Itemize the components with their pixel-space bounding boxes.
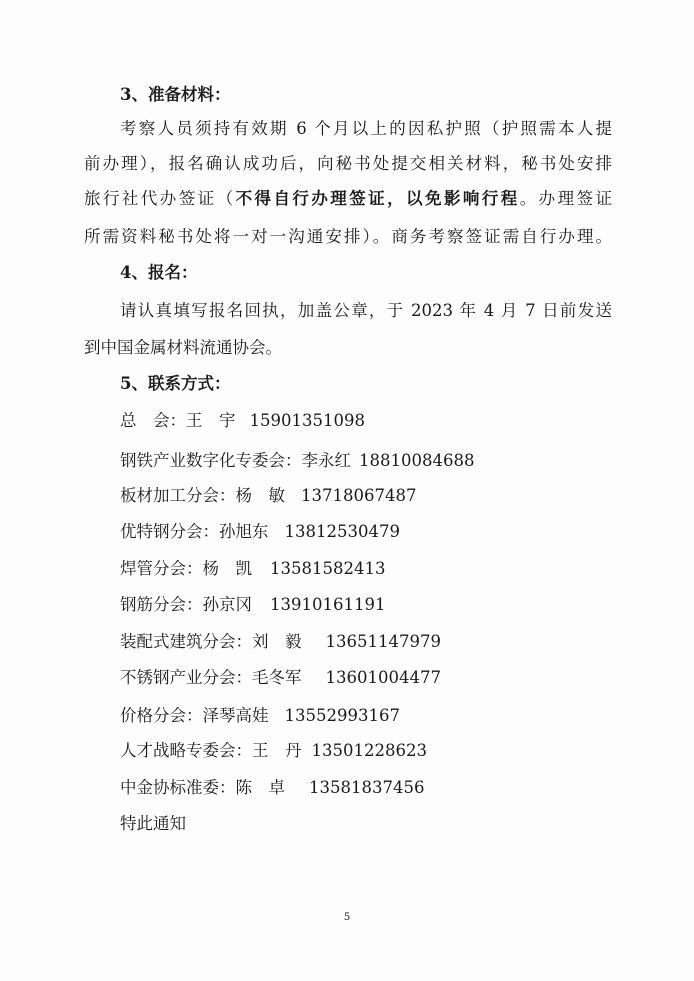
materials-line-3-suffix: 。办理签证 (519, 189, 613, 208)
materials-line-4: 所需资料秘书处将一对一沟通安排）。商务考察签证需自行办理。 (84, 227, 612, 246)
section-heading-contacts: 5、联系方式： (120, 374, 231, 393)
materials-warning-bold: 不得自行办理签证，以免影响行程 (235, 189, 520, 208)
materials-line-2: 前办理），报名确认成功后，向秘书处提交相关材料，秘书处安排 (84, 154, 612, 173)
contact-row (120, 631, 441, 653)
contact-row (120, 410, 365, 432)
contact-org: 不锈钢产业分会： (120, 668, 252, 687)
contact-name: 陈 卓 (235, 778, 285, 797)
materials-line-3-prefix: 旅行社代办签证（ (84, 189, 236, 208)
contact-row (120, 485, 416, 507)
contact-name: 杨 敏 (235, 486, 285, 505)
materials-line-1: 考察人员须持有效期 6 个月以上的因私护照（护照需本人提 (120, 119, 612, 138)
registration-line-1: 请认真填写报名回执，加盖公章，于 2023 年 4 月 7 日前发送 (120, 301, 612, 320)
contact-phone: 13581582413 (270, 559, 386, 578)
contact-phone: 18810084688 (359, 451, 475, 470)
contact-name: 李永红 (301, 451, 351, 470)
contact-phone: 15901351098 (249, 411, 365, 430)
contact-org: 价格分会： (120, 706, 203, 725)
contact-org: 人才战略专委会： (120, 741, 252, 760)
closing-remark: 特此通知 (120, 814, 186, 833)
section-heading-materials: 3、准备材料： (120, 85, 231, 104)
contact-org: 总 会： (120, 411, 186, 430)
contact-org: 钢筋分会： (120, 595, 203, 614)
contact-name: 杨 凯 (202, 559, 252, 578)
contact-org: 焊管分会： (120, 559, 203, 578)
contact-org: 钢铁产业数字化专委会： (120, 451, 302, 470)
contact-org: 优特钢分会： (120, 522, 219, 541)
contact-row (120, 740, 427, 762)
contact-phone: 13910161191 (270, 595, 386, 614)
contact-phone: 13501228623 (311, 741, 427, 760)
contact-row (120, 667, 441, 689)
contact-phone: 13718067487 (301, 486, 417, 505)
contact-org: 装配式建筑分会： (120, 632, 252, 651)
page-number: 5 (343, 912, 351, 923)
section-heading-registration: 4、报名： (120, 263, 198, 282)
contact-row (120, 777, 424, 799)
contact-row (120, 521, 400, 543)
contact-phone: 13812530479 (284, 522, 400, 541)
contact-name: 王 丹 (252, 741, 302, 760)
contact-row (120, 594, 385, 616)
contact-phone: 13601004477 (325, 668, 441, 687)
contact-name: 毛冬军 (252, 668, 302, 687)
contact-phone: 13651147979 (325, 632, 441, 651)
contact-phone: 13552993167 (284, 706, 400, 725)
contact-name: 王 宇 (186, 411, 236, 430)
contact-name: 泽琴高娃 (202, 706, 269, 725)
contact-row (120, 705, 400, 727)
contact-name: 刘 毅 (252, 632, 302, 651)
contact-org: 中金协标准委： (120, 778, 236, 797)
contact-row (120, 558, 385, 580)
contact-phone: 13581837456 (309, 778, 425, 797)
registration-line-2: 到中国金属材料流通协会。 (84, 338, 282, 357)
contact-name: 孙旭东 (219, 522, 269, 541)
materials-line-3 (84, 188, 612, 210)
contact-name: 孙京冈 (202, 595, 252, 614)
contact-row (120, 450, 474, 472)
contact-org: 板材加工分会： (120, 486, 236, 505)
